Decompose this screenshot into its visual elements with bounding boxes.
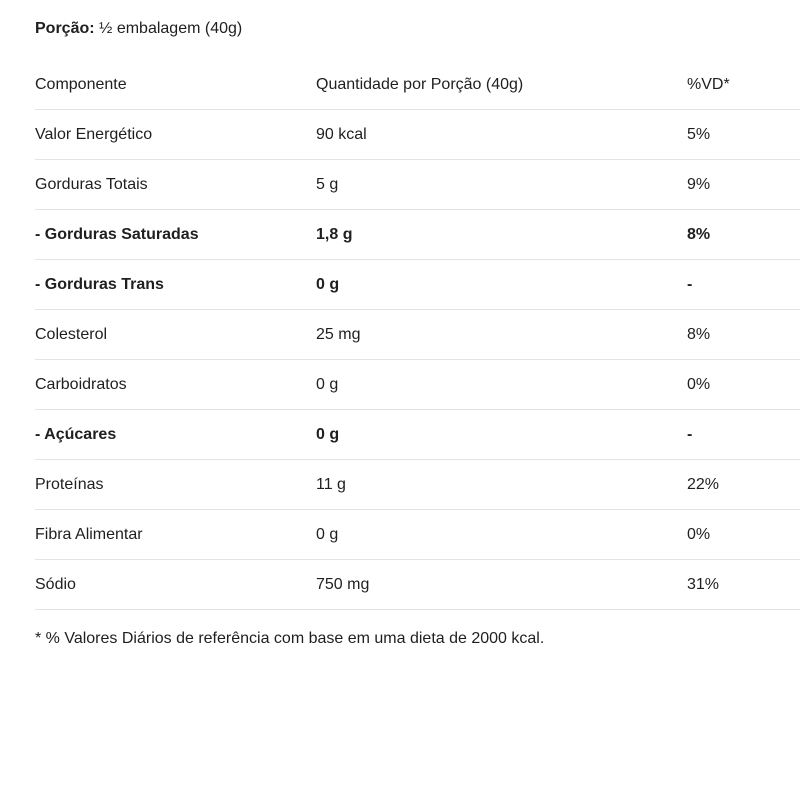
table-row	[35, 260, 800, 310]
amount-cell: 25 mg	[316, 326, 361, 343]
table-row	[35, 510, 800, 560]
component-cell: Colesterol	[35, 326, 108, 343]
table-row	[35, 410, 800, 460]
amount-cell: 750 mg	[316, 576, 370, 593]
amount-cell: 90 kcal	[316, 126, 367, 143]
serving-value: ½ embalagem (40g)	[99, 20, 243, 37]
table-row	[35, 210, 800, 260]
amount-cell: 11 g	[316, 476, 346, 493]
daily-value-cell: -	[687, 426, 693, 443]
daily-value-cell: 0%	[687, 526, 711, 543]
amount-cell: 0 g	[316, 426, 340, 443]
header-amount: Quantidade por Porção (40g)	[316, 76, 524, 93]
component-cell: Carboidratos	[35, 376, 127, 393]
table-row	[35, 160, 800, 210]
daily-value-cell: 8%	[687, 326, 711, 343]
component-cell: Valor Energético	[35, 126, 153, 143]
table-row	[35, 310, 800, 360]
daily-value-cell: 8%	[687, 226, 711, 243]
serving-size	[35, 18, 242, 40]
component-cell: Sódio	[35, 576, 76, 593]
daily-value-cell: 31%	[687, 576, 720, 593]
amount-cell: 0 g	[316, 276, 340, 293]
footnote: * % Valores Diários de referência com base em uma dieta de 2000 kcal.	[35, 630, 545, 647]
daily-value-cell: 5%	[687, 126, 711, 143]
component-cell: Fibra Alimentar	[35, 526, 143, 543]
component-cell: - Açúcares	[35, 426, 117, 443]
table-row	[35, 460, 800, 510]
table-header-row	[35, 60, 800, 110]
daily-value-cell: 22%	[687, 476, 720, 493]
component-cell: - Gorduras Saturadas	[35, 226, 199, 243]
component-cell: - Gorduras Trans	[35, 276, 164, 293]
amount-cell: 0 g	[316, 526, 339, 543]
component-cell: Proteínas	[35, 476, 104, 493]
table-row	[35, 560, 800, 610]
serving-label: Porção:	[35, 20, 95, 37]
daily-value-cell: 9%	[687, 176, 711, 193]
daily-value-cell: -	[687, 276, 693, 293]
nutrition-table	[35, 60, 800, 610]
amount-cell: 1,8 g	[316, 226, 353, 243]
amount-cell: 5 g	[316, 176, 339, 193]
header-component: Componente	[35, 76, 127, 93]
table-row	[35, 110, 800, 160]
daily-value-cell: 0%	[687, 376, 711, 393]
table-row	[35, 360, 800, 410]
component-cell: Gorduras Totais	[35, 176, 148, 193]
header-daily-value: %VD*	[687, 76, 730, 93]
amount-cell: 0 g	[316, 376, 339, 393]
